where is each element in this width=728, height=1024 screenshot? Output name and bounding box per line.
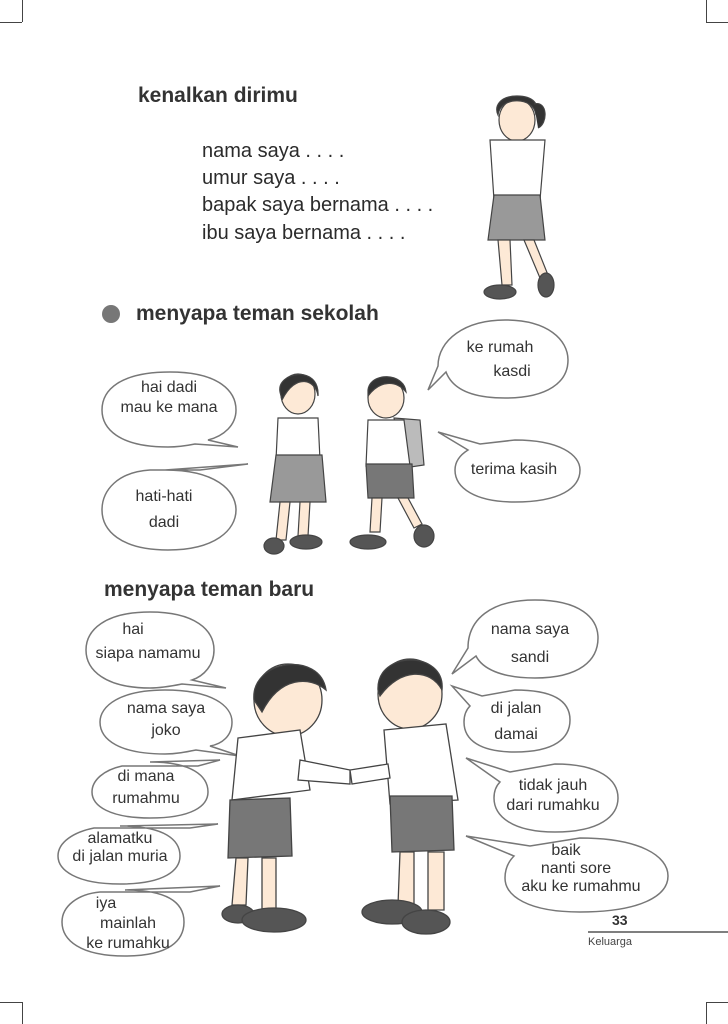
- intro-line-1: nama saya . . . .: [202, 140, 345, 162]
- bubble-line: nanti sore: [540, 860, 612, 877]
- bubble-line: di mana: [117, 768, 175, 785]
- bubble-text-hai-dadi: [102, 378, 236, 418]
- bubble-line: mainlah: [99, 915, 157, 932]
- page-number: 33: [612, 912, 628, 928]
- bubble-line: aku ke rumahmu: [521, 878, 641, 895]
- bubble-text-terima-kasih: [452, 458, 576, 482]
- bubble-text-hati-hati: [98, 484, 230, 536]
- bubble-text-alamatku: [58, 830, 182, 866]
- bubble-line: nama saya: [490, 621, 570, 638]
- bubble-line: rumahmu: [112, 790, 180, 807]
- boy-student-illustration: [350, 377, 434, 549]
- bubble-line: siapa namamu: [95, 645, 201, 662]
- girl-student-illustration: [264, 374, 326, 554]
- bubble-text-sandi: [474, 616, 586, 672]
- bubble-text-iya: [70, 894, 186, 954]
- bubble-line: iya: [95, 895, 117, 912]
- bubble-line: alamatku: [87, 830, 153, 847]
- bubble-text-damai: [468, 696, 564, 748]
- bubble-line: terima kasih: [470, 461, 558, 478]
- bubble-text-siapa-namamu: [84, 618, 212, 666]
- bubble-line: ke rumahku: [86, 935, 170, 952]
- bubble-line: damai: [494, 726, 538, 743]
- bubble-line: nama saya: [126, 700, 206, 717]
- bubble-line: di jalan: [490, 700, 542, 717]
- heading-menyapa-teman-baru: menyapa teman baru: [104, 578, 315, 601]
- bubble-line: dadi: [148, 514, 180, 531]
- bubble-line: baik: [551, 842, 581, 859]
- heading-kenalkan-dirimu: kenalkan dirimu: [138, 84, 298, 107]
- bubble-text-joko: [100, 698, 232, 742]
- bubble-line: hai: [122, 621, 144, 638]
- bubble-line: joko: [151, 722, 181, 739]
- bubble-line: hai dadi: [140, 379, 198, 396]
- bubble-line: di jalan muria: [72, 848, 168, 865]
- boy-sandi-illustration: [350, 659, 458, 934]
- bubble-line: sandi: [510, 649, 550, 666]
- bubble-line: kasdi: [493, 363, 531, 380]
- bubble-line: dari rumahku: [506, 797, 600, 814]
- bubble-text-di-mana: [88, 766, 204, 810]
- bubble-line: hati-hati: [135, 488, 193, 505]
- bubble-line: tidak jauh: [518, 777, 588, 794]
- intro-line-2: umur saya . . . .: [202, 167, 340, 189]
- heading-menyapa-teman-sekolah: menyapa teman sekolah: [136, 302, 379, 325]
- bullet-dot: [102, 305, 120, 323]
- intro-line-4: ibu saya bernama . . . .: [202, 222, 406, 244]
- intro-line-3: bapak saya bernama . . . .: [202, 194, 434, 216]
- bubble-text-baik: [506, 842, 656, 896]
- bubble-line: ke rumah: [466, 339, 534, 356]
- boy-joko-illustration: [222, 664, 350, 932]
- chapter-label: Keluarga: [588, 936, 633, 948]
- bubble-text-tidak-jauh: [494, 776, 612, 816]
- bubble-text-ke-rumah: [450, 336, 550, 384]
- girl-illustration: [484, 96, 554, 299]
- bubble-line: mau ke mana: [120, 399, 218, 416]
